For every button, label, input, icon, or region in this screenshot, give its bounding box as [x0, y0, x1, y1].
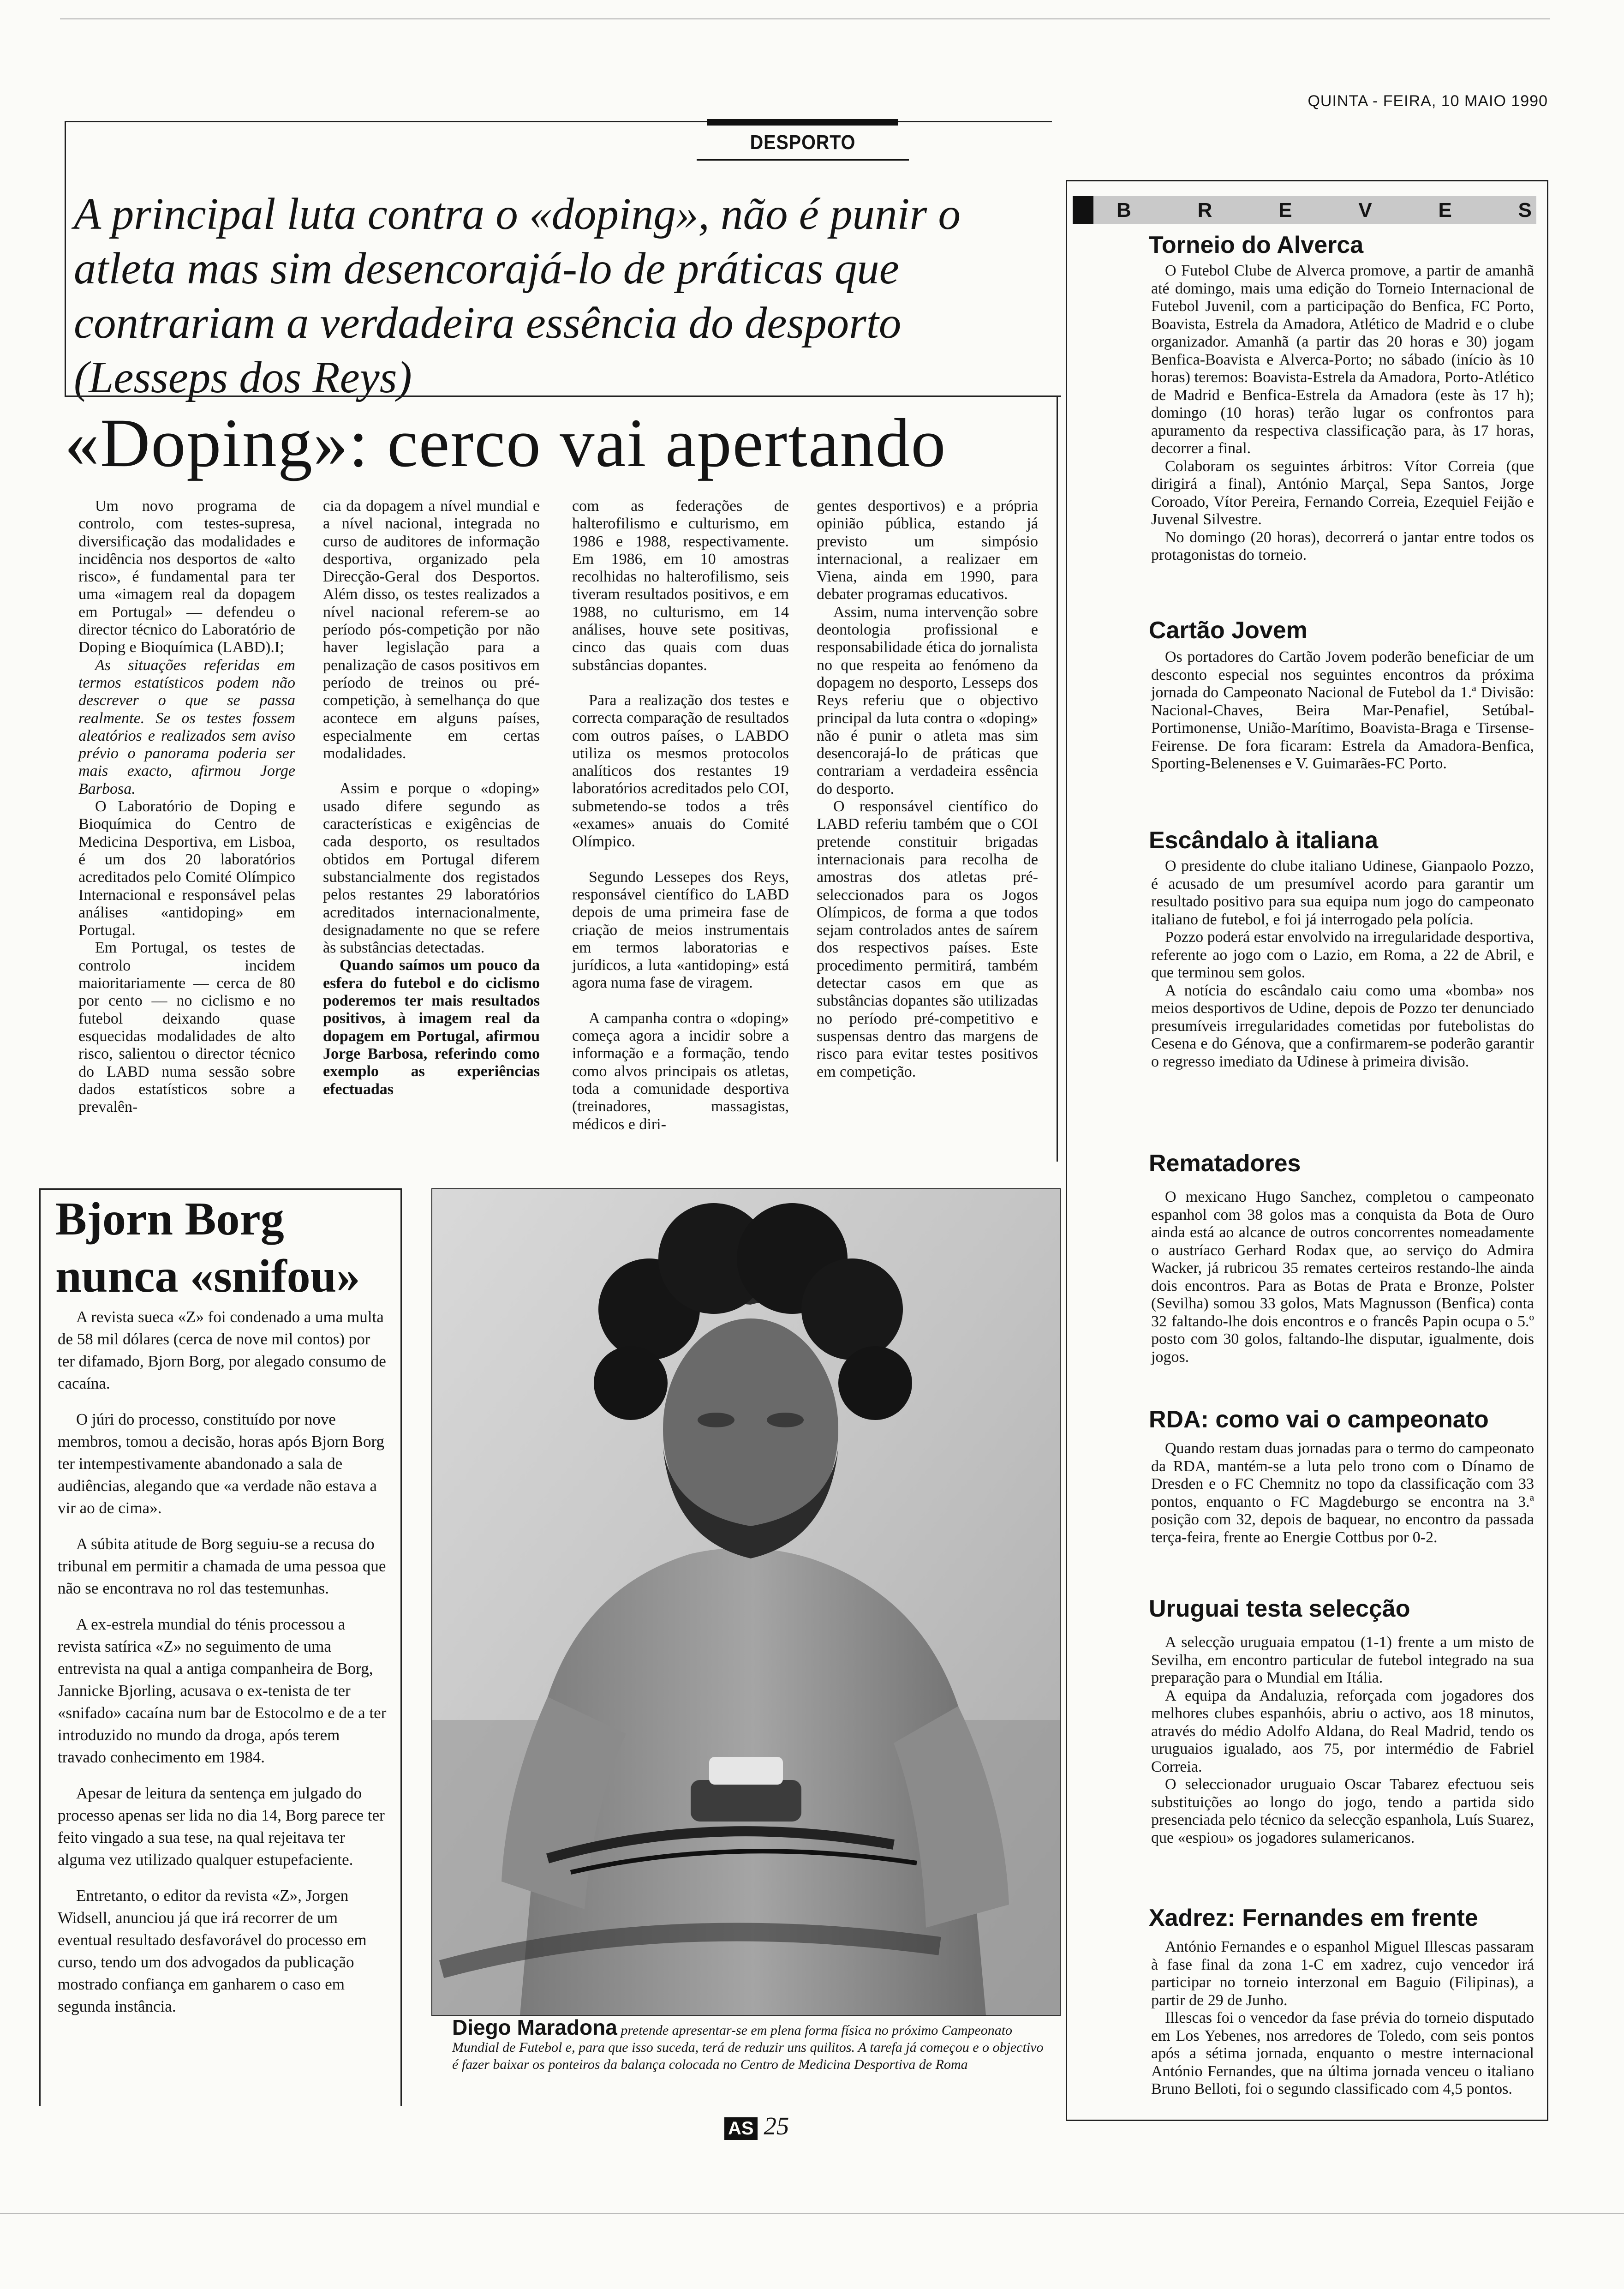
paragraph: Illescas foi o vencedor da fase prévia do torneio disputado em Los Yebenes, nos arredores de Toledo, com seis pontos após a sétima jornada, enquanto o mestre internacional António Fernandes, que na última jornada venceu o italiano Bruno Belloti, foi o segundo classificado com 4,5 pontos.: [1151, 2009, 1534, 2097]
article-column-4: [817, 497, 1038, 1081]
breves-letter: V: [1358, 199, 1372, 222]
paragraph: As situações referidas em termos estatísticos podem não descrever o que se passa realmente. Se os testes fossem aleatórios e realizados sem aviso prévio o panorama poderia ser mais exacto, afirmou Jorge Barbosa.: [78, 656, 295, 797]
paragraph: O presidente do clube italiano Udinese, Gianpaolo Pozzo, é acusado de um presumível acordo para garantir um resultado positivo para sua equipa num jogo do campeonato italiano de futebol, e foi já interrogado pela polícia.: [1151, 857, 1534, 928]
breves-letter: E: [1438, 199, 1452, 222]
borg-headline: Bjorn Borg nunca «snifou»: [55, 1193, 360, 1302]
maradona-photo: [431, 1188, 1061, 2016]
paragraph: O júri do processo, constituído por nove membros, tomou a decisão, horas após Bjorn Borg ter intempestivamente abandonado a sala de audiências, alegando que «a verdade não estava a vir ao de cima».: [58, 1410, 384, 1517]
breve-title: Cartão Jovem: [1149, 617, 1308, 644]
bottom-rule: [0, 2213, 1624, 2214]
paragraph: O responsável científico do LABD referiu também que o COI pretende constituir brigadas internacionais para recolha de amostras dos atletas pré-seleccionados para os Jogos Olímpicos, de forma a que todos sejam controlados antes de saírem dos respectivos países. Este procedimento permitirá, também detectar casos em que as substâncias dopantes são utilizadas no período pré-competitivo e suspensas dentro das margens de risco para evitar testes positivos em competição.: [817, 798, 1038, 1080]
top-rule: [60, 18, 1550, 19]
photo-illustration: [432, 1189, 1060, 2015]
breve-text: [1151, 262, 1534, 564]
paragraph: gentes desportivos) e a própria opinião pública, estando já previsto um simpósio internacional, a realizaer em Viena, ainda em 1990, para debater programas educativos.: [817, 497, 1038, 603]
breve-text: [1151, 1188, 1534, 1366]
paragraph: O seleccionador uruguaio Oscar Tabarez efectuou seis substituições ao longo do jogo, tendo a partida sido presenciada pelo técnico da selecção espanhola, Luís Suarez, que «espiou» os jogadores sulamericanos.: [1151, 1776, 1534, 1846]
paragraph: Pozzo poderá estar envolvido na irregularidade desportiva, referente ao jogo com o Lazio, em Roma, a 22 de Abril, e que terminou sem golos.: [1151, 929, 1534, 981]
paragraph: A revista sueca «Z» foi condenado a uma multa de 58 mil dólares (cerca de nove mil contos) por ter difamado, Bjorn Borg, por alegado consumo de cacaína.: [58, 1308, 386, 1392]
paragraph: A súbita atitude de Borg seguiu-se a recusa do tribunal em permitir a chamada de uma pessoa que não se encontrava no rol das testemunhas.: [58, 1535, 386, 1597]
article-column-2: [323, 497, 540, 1098]
paragraph: Entretanto, o editor da revista «Z», Jorgen Widsell, anunciou já que irá recorrer de um eventual resultado desfavorável do processo em curso, tendo um dos advogados da publicação mostrado confiança em ganharem o caso em segunda instância.: [58, 1887, 367, 2015]
photo-caption: [452, 2015, 1052, 2073]
breve-text: [1151, 1938, 1534, 2098]
paragraph: Para a realização dos testes e correcta comparação de resultados com outros países, o LABDO utiliza os mesmos protocolos analíticos dos restantes 19 laboratórios acreditados pelo COI, submetendo-se todos a três «exames» anuais do Comité Olímpico.: [572, 691, 789, 851]
frame-left-rule: [65, 121, 66, 395]
paragraph: Apesar de leitura da sentença em julgado do processo apenas ser lida no dia 14, Borg parece ter feito vingado a sua tese, na qual rejeitava ter alguma vez utilizado qualquer estupefaciente.: [58, 1784, 385, 1869]
breve-text: [1151, 1440, 1534, 1546]
paragraph: Um novo programa de controlo, com testes-supresa, diversificação das modalidades e incidência nos desportos de «alto risco», é fundamental para ter uma «imagem real da dopagem em Portugal» — defendeu o director técnico do Laboratório de Doping e Bioquímica (LABD).I;: [78, 497, 295, 656]
page-number: [724, 2111, 789, 2140]
breves-title: [1116, 197, 1532, 224]
page-logo: AS: [724, 2117, 758, 2140]
paragraph: Quando restam duas jornadas para o termo do campeonato da RDA, mantém-se a luta pelo trono com o Dínamo de Dresden e o FC Chemnitz no topo da classificação com 33 pontos, enquanto o FC Magdeburgo se encontra na 3.ª posição com 32, depois de baquear, no encontro da passada terça-feira, frente ao Energie Cottbus por 0-2.: [1151, 1440, 1534, 1546]
paragraph: A ex-estrela mundial do ténis processou a revista satírica «Z» no seguimento de uma entrevista na qual a antiga companheira de Borg, Jannicke Bjorling, acusava o ex-tenista de ter «snifado» cacaína num bar de Estocolmo e de a ter introduzido no mundo da droga, após terem travado conhecimento em 1984.: [58, 1615, 387, 1766]
breves-square: [1073, 196, 1093, 224]
main-headline: «Doping»: cerco vai apertando: [65, 405, 947, 481]
breve-text: [1151, 1634, 1534, 1847]
article-column-3: [572, 497, 789, 1133]
breves-letter: B: [1116, 199, 1131, 222]
breve-title: Xadrez: Fernandes em frente: [1149, 1905, 1478, 1931]
paragraph: A selecção uruguaia empatou (1-1) frente a um misto de Sevilha, em encontro particular de futebol integrado na sua preparação para o Mundial em Itália.: [1151, 1634, 1534, 1686]
breve-text: [1151, 648, 1534, 773]
paragraph: Assim, numa intervenção sobre deontologia profissional e responsabilidade ética do jornalista no que respeita ao fenómeno da dopagem no desporto, Lesseps dos Reys referiu que o objectivo principal da luta contra o «doping» não é punir o atleta mas sim desencorajá-lo de práticas que contrariam a verdadeira essência do desporto.: [817, 603, 1038, 797]
paragraph: No domingo (20 horas), decorrerá o jantar entre todos os protagonistas do torneio.: [1151, 528, 1534, 563]
page-number-value: 25: [764, 2112, 789, 2140]
paragraph: António Fernandes e o espanhol Miguel Illescas passaram à fase final da zona 1-C em xadrez, cujo vencedor irá participar no torneio interzonal em Baguio (Filipinas), a partir de 29 de Junho.: [1151, 1938, 1534, 2009]
breve-title: Uruguai testa selecção: [1149, 1595, 1410, 1622]
breves-letter: S: [1518, 199, 1532, 222]
section-title: DESPORTO: [707, 119, 898, 154]
paragraph: com as federações de halterofilismo e culturismo, em 1986 e 1988, respectivamente. Em 1986, em 10 amostras recolhidas no halterofilismo, seis tiveram resultados positivos, e em 1988, no culturismo, em 14 análises, houve sete positivas, cinco das quais com duas substâncias dopantes.: [572, 497, 789, 674]
breve-text: [1151, 857, 1534, 1071]
paragraph: O mexicano Hugo Sanchez, completou o campeonato espanhol com 38 golos mas a conquista da Bota de Ouro ainda está ao alcance de outros concorrentes nomeadamente o austríaco Gerhard Rodax que, ao serviço do Admira Wacker, já rubricou 35 remates certeiros restando-lhe ainda dois encontros. Para as Botas de Prata e Bronze, Polster (Sevilha) somou 33 golos, Mats Magnusson (Benfica) conta 32 faltando-lhe dois encontros e o francês Papin ocupa o 5.º posto com 30 golos, faltando-lhe disputar, igualmente, dois jogos.: [1151, 1188, 1534, 1366]
paragraph: O Laboratório de Doping e Bioquímica do Centro de Medicina Desportiva, em Lisboa, é um dos 20 laboratórios acreditados pelo Comité Olímpico Internacional e responsável pelas análises «antidoping» em Portugal.: [78, 798, 295, 939]
borg-article: [58, 1306, 388, 2031]
breve-title: Rematadores: [1149, 1150, 1301, 1177]
page-date: QUINTA - FEIRA, 10 MAIO 1990: [1308, 92, 1548, 110]
breve-title: Torneio do Alverca: [1149, 232, 1364, 258]
frame-top-rule: [65, 121, 1052, 122]
breve-title: RDA: como vai o campeonato: [1149, 1406, 1489, 1433]
caption-text: pretende apresentar-se em plena forma física no próximo Campeonato Mundial de Futebol e, para que isso suceda, terá de reduzir uns quilitos. A tarefa já começou e o objectivo é fazer baixar os ponteiros da balança colocada no Centro de Medicina Desportiva de Roma: [452, 2023, 1044, 2072]
paragraph: Os portadores do Cartão Jovem poderão beneficiar de um desconto especial nos seguintes encontros da próxima jornada do Campeonato Nacional de Futebol da 1.ª Divisão: Nacional-Chaves, Beira Mar-Penafiel, Setúbal-Portimonense, União-Marítimo, Boavista-Braga e Tirsense-Feirense. De fora ficaram: Estrela da Amadora-Benfica, Sporting-Belenenses e V. Guimarães-FC Porto.: [1151, 648, 1534, 772]
paragraph: Quando saímos um pouco da esfera do futebol e do ciclismo poderemos ter mais resultados positivos, à imagem real da dopagem em Portugal, afirmou Jorge Barbosa, referindo como exemplo as experiências efectuadas: [323, 957, 540, 1098]
breves-letter: R: [1197, 199, 1212, 222]
paragraph: cia da dopagem a nível mundial e a nível nacional, integrada no curso de auditores de informação desportiva, organizado pela Direcção-Geral dos Desportos. Além disso, os testes realizados a nível nacional referem-se ao período pós-competição por não haver legislação para a penalização de casos positivos em período de treinos ou pré-competição, à semelhança do que acontece em alguns países, especialmente em certas modalidades.: [323, 497, 540, 762]
article-column-1: [78, 497, 295, 1116]
lead-rule: [65, 395, 1061, 397]
lead-quote: A principal luta contra o «doping», não é punir o atleta mas sim desencorajá-lo de práticas que contrariam a verdadeira essência do desporto (Lesseps dos Reys): [74, 189, 961, 402]
section-rule: [697, 159, 909, 161]
paragraph: Em Portugal, os testes de controlo incidem maioritariamente — cerca de 80 por cento — no ciclismo e no futebol deixando quase esquecidas modalidades de alto risco, salientou o director técnico do LABD numa sessão sobre dados estatísticos sobre a prevalên-: [78, 939, 295, 1116]
breve-title: Escândalo à italiana: [1149, 827, 1379, 854]
breves-letter: E: [1278, 199, 1292, 222]
paragraph: A campanha contra o «doping» começa agora a incidir sobre a informação e a formação, tendo como alvos principais os atletas, toda a comunidade desportiva (treinadores, massagistas, médicos e diri-: [572, 1009, 789, 1133]
caption-name: Diego Maradona: [452, 2015, 617, 2039]
paragraph: Segundo Lessepes dos Reys, responsável científico do LABD depois de uma primeira fase de criação de meios instrumentais em termos laboratorias e jurídicos, a luta «antidoping» está agora numa fase de viragem.: [572, 868, 789, 992]
paragraph: Assim e porque o «doping» usado difere segundo as características e exigências de cada desporto, os resultados obtidos em Portugal diferem substancialmente dos registados pelos restantes 29 laboratórios acreditados internacionalmente, designadamente no que se refere às substâncias detectadas.: [323, 780, 540, 957]
paragraph: Colaboram os seguintes árbitros: Vítor Correia (que dirigirá a final), António Marçal, Sepa Santos, Jorge Coroado, Vítor Pereira, Fernando Correia, Ezequiel Feijão e Juvenal Silvestre.: [1151, 457, 1534, 528]
paragraph: O Futebol Clube de Alverca promove, a partir de amanhã até domingo, mais uma edição do Torneio Internacional de Futebol Juvenil, com a participação do Benfica, FC Porto, Boavista, Estrela da Amadora, Atlético de Madrid e o clube organizador. Amanhã (a partir das 20 horas e 30) jogam Benfica-Boavista e Alverca-Porto; no sábado (início às 10 horas) teremos: Boavista-Estrela da Amadora, Porto-Atlético de Madrid e Benfica-Estrela da Amadora (este às 17 h); domingo (10 horas) terão lugar os confrontos para apuramento da respectiva classificação para, às 17 horas, decorrer a final.: [1151, 262, 1534, 457]
article-right-rule: [1057, 395, 1058, 1162]
paragraph: A notícia do escândalo caiu como uma «bomba» nos meios desportivos de Udine, depois de Pozzo ter denunciado presumíveis irregularidades cometidas por futebolistas do Cesena e do Génova, que a confirmarem-se poderão garantir o regresso imediato da Udinese à primeira divisão.: [1151, 982, 1534, 1070]
paragraph: A equipa da Andaluzia, reforçada com jogadores dos melhores clubes espanhóis, abriu o activo, aos 18 minutos, através do médio Adolfo Aldana, do Real Madrid, tendo os uruguaios igualado, aos 75, por intermédio de Fabriel Correia.: [1151, 1687, 1534, 1775]
